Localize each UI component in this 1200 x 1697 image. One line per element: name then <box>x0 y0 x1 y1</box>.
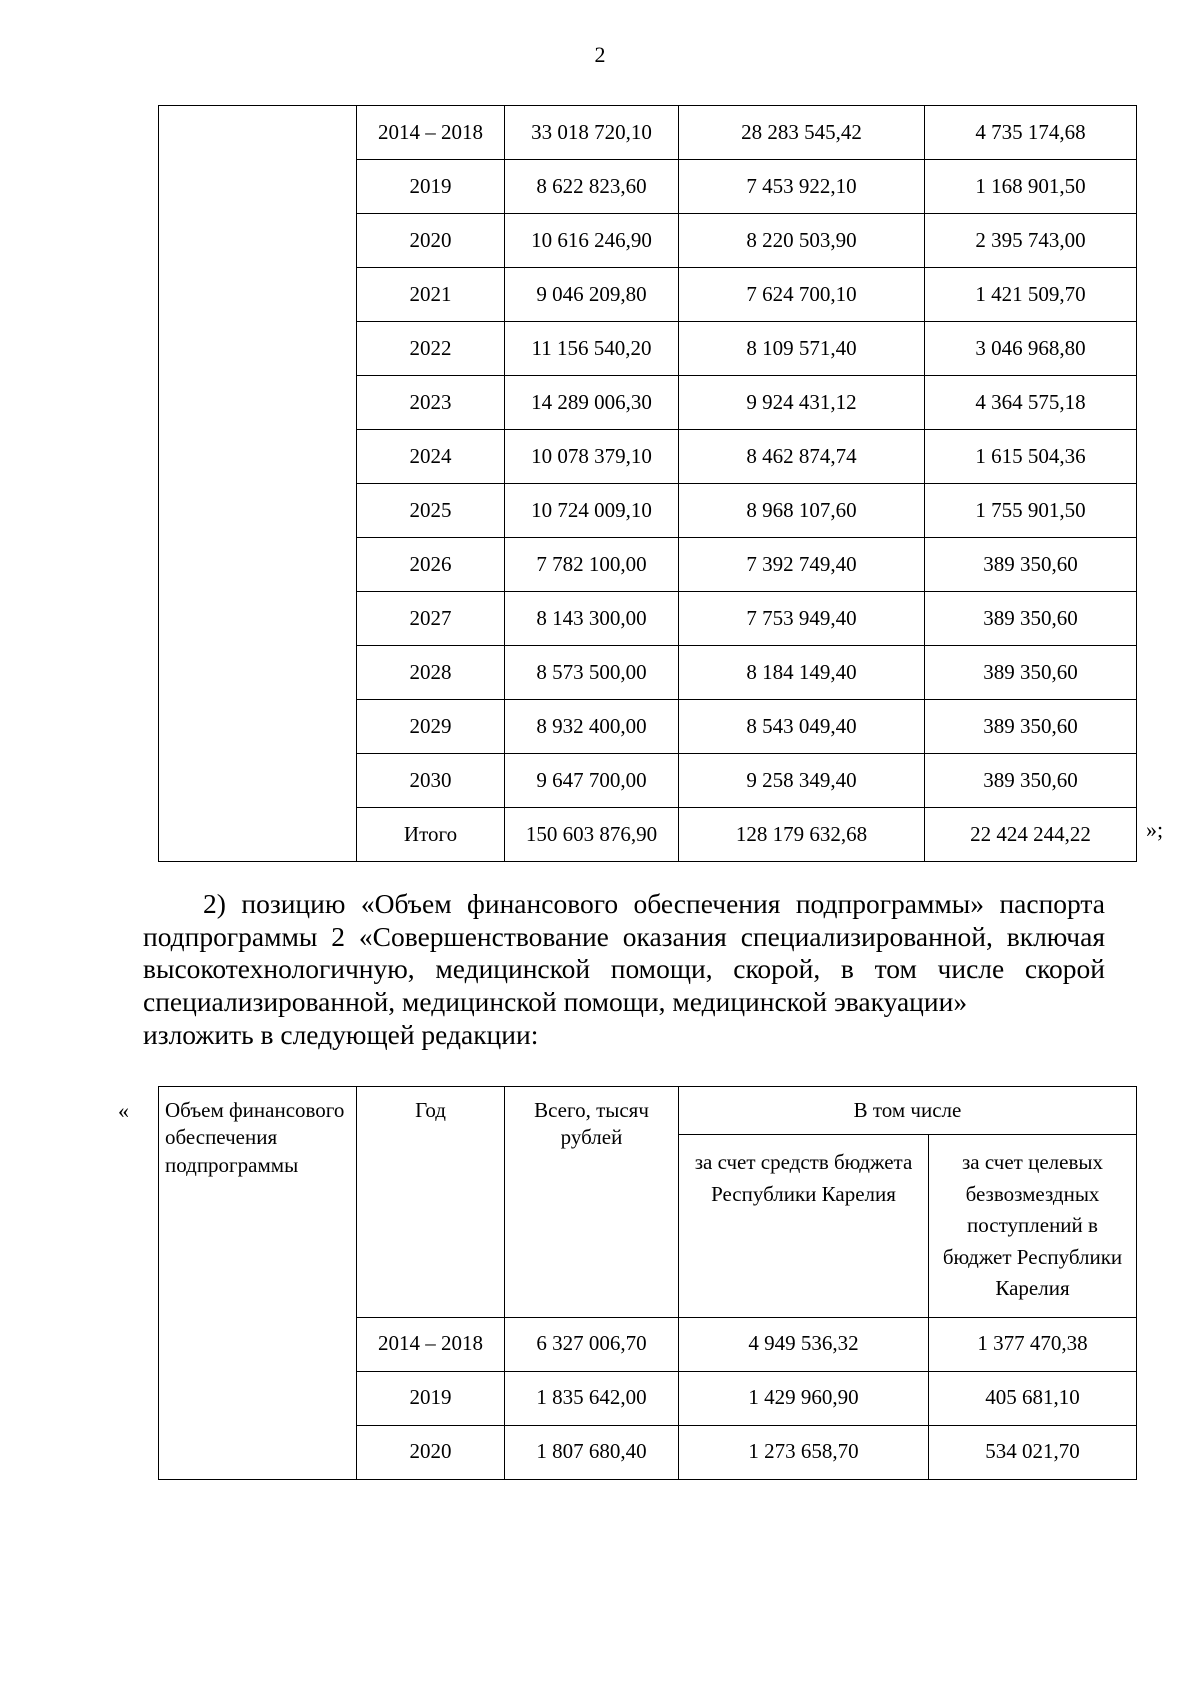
budget-cell: 8 462 874,74 <box>679 430 925 484</box>
budget-cell: 9 258 349,40 <box>679 754 925 808</box>
grants-cell: 1 755 901,50 <box>925 484 1137 538</box>
table-row <box>159 106 1137 160</box>
total-cell: 9 046 209,80 <box>505 268 679 322</box>
year-cell: 2014 – 2018 <box>357 106 505 160</box>
budget-cell: 128 179 632,68 <box>679 808 925 862</box>
grants-cell: 4 364 575,18 <box>925 376 1137 430</box>
year-cell: 2028 <box>357 646 505 700</box>
header-total: Всего, тысяч рублей <box>505 1087 679 1318</box>
year-cell: 2019 <box>357 1371 505 1425</box>
amendment-text: 2) позицию «Объем финансового обеспечения подпрограммы» паспорта подпрограммы 2 «Совершенствование оказания специализированной, включая высокотехнологичную, медицинской помощи, скорой, в том числе скорой специализированной, медицинской помощи, медицинской эвакуации» <box>143 888 1105 1018</box>
header-budget: за счет средств бюджета Республики Карелия <box>679 1135 929 1318</box>
financing-table-2-body <box>159 1087 1137 1480</box>
total-cell: 11 156 540,20 <box>505 322 679 376</box>
year-cell: 2022 <box>357 322 505 376</box>
budget-cell: 4 949 536,32 <box>679 1317 929 1371</box>
closing-quote-mark: »; <box>1146 817 1164 842</box>
year-cell: Итого <box>357 808 505 862</box>
header-year: Год <box>357 1087 505 1318</box>
grants-cell: 405 681,10 <box>929 1371 1137 1425</box>
budget-cell: 8 109 571,40 <box>679 322 925 376</box>
header-grants: за счет целевых безвозмездных поступлений в бюджет Республики Карелия <box>929 1135 1137 1318</box>
financing-label-cell <box>159 106 357 862</box>
budget-cell: 1 429 960,90 <box>679 1371 929 1425</box>
total-cell: 7 782 100,00 <box>505 538 679 592</box>
year-cell: 2030 <box>357 754 505 808</box>
grants-cell: 1 421 509,70 <box>925 268 1137 322</box>
table-header-row <box>159 1087 1137 1135</box>
total-cell: 1 835 642,00 <box>505 1371 679 1425</box>
header-financing-label: Объем финансового обеспечения подпрограммы <box>159 1087 357 1480</box>
total-cell: 10 078 379,10 <box>505 430 679 484</box>
total-cell: 150 603 876,90 <box>505 808 679 862</box>
year-cell: 2026 <box>357 538 505 592</box>
financing-table-subprogram-1 <box>158 105 1137 862</box>
total-cell: 14 289 006,30 <box>505 376 679 430</box>
year-cell: 2024 <box>357 430 505 484</box>
year-cell: 2027 <box>357 592 505 646</box>
total-cell: 8 622 823,60 <box>505 160 679 214</box>
grants-cell: 534 021,70 <box>929 1425 1137 1479</box>
year-cell: 2020 <box>357 214 505 268</box>
grants-cell: 389 350,60 <box>925 646 1137 700</box>
grants-cell: 389 350,60 <box>925 700 1137 754</box>
grants-cell: 3 046 968,80 <box>925 322 1137 376</box>
year-cell: 2025 <box>357 484 505 538</box>
grants-cell: 389 350,60 <box>925 538 1137 592</box>
budget-cell: 9 924 431,12 <box>679 376 925 430</box>
budget-cell: 8 220 503,90 <box>679 214 925 268</box>
budget-cell: 8 968 107,60 <box>679 484 925 538</box>
total-cell: 33 018 720,10 <box>505 106 679 160</box>
grants-cell: 2 395 743,00 <box>925 214 1137 268</box>
budget-cell: 28 283 545,42 <box>679 106 925 160</box>
total-cell: 8 932 400,00 <box>505 700 679 754</box>
grants-cell: 4 735 174,68 <box>925 106 1137 160</box>
financing-table-body <box>159 106 1137 862</box>
budget-cell: 7 453 922,10 <box>679 160 925 214</box>
budget-cell: 1 273 658,70 <box>679 1425 929 1479</box>
total-cell: 8 143 300,00 <box>505 592 679 646</box>
page-number: 2 <box>594 42 606 67</box>
budget-cell: 7 624 700,10 <box>679 268 925 322</box>
grants-cell: 1 615 504,36 <box>925 430 1137 484</box>
financing-table-subprogram-2 <box>158 1086 1137 1480</box>
year-cell: 2019 <box>357 160 505 214</box>
budget-cell: 7 753 949,40 <box>679 592 925 646</box>
total-cell: 8 573 500,00 <box>505 646 679 700</box>
year-cell: 2014 – 2018 <box>357 1317 505 1371</box>
year-cell: 2023 <box>357 376 505 430</box>
grants-cell: 1 168 901,50 <box>925 160 1137 214</box>
total-cell: 6 327 006,70 <box>505 1317 679 1371</box>
amendment-text-last-line: изложить в следующей редакции: <box>143 1018 539 1050</box>
amendment-paragraph <box>143 888 1105 1052</box>
grants-cell: 22 424 244,22 <box>925 808 1137 862</box>
year-cell: 2020 <box>357 1425 505 1479</box>
grants-cell: 1 377 470,38 <box>929 1317 1137 1371</box>
header-including: В том числе <box>679 1087 1137 1135</box>
budget-cell: 8 543 049,40 <box>679 700 925 754</box>
opening-quote-mark: « <box>118 1098 129 1123</box>
total-cell: 10 724 009,10 <box>505 484 679 538</box>
budget-cell: 8 184 149,40 <box>679 646 925 700</box>
grants-cell: 389 350,60 <box>925 754 1137 808</box>
total-cell: 9 647 700,00 <box>505 754 679 808</box>
year-cell: 2021 <box>357 268 505 322</box>
grants-cell: 389 350,60 <box>925 592 1137 646</box>
budget-cell: 7 392 749,40 <box>679 538 925 592</box>
total-cell: 10 616 246,90 <box>505 214 679 268</box>
total-cell: 1 807 680,40 <box>505 1425 679 1479</box>
year-cell: 2029 <box>357 700 505 754</box>
